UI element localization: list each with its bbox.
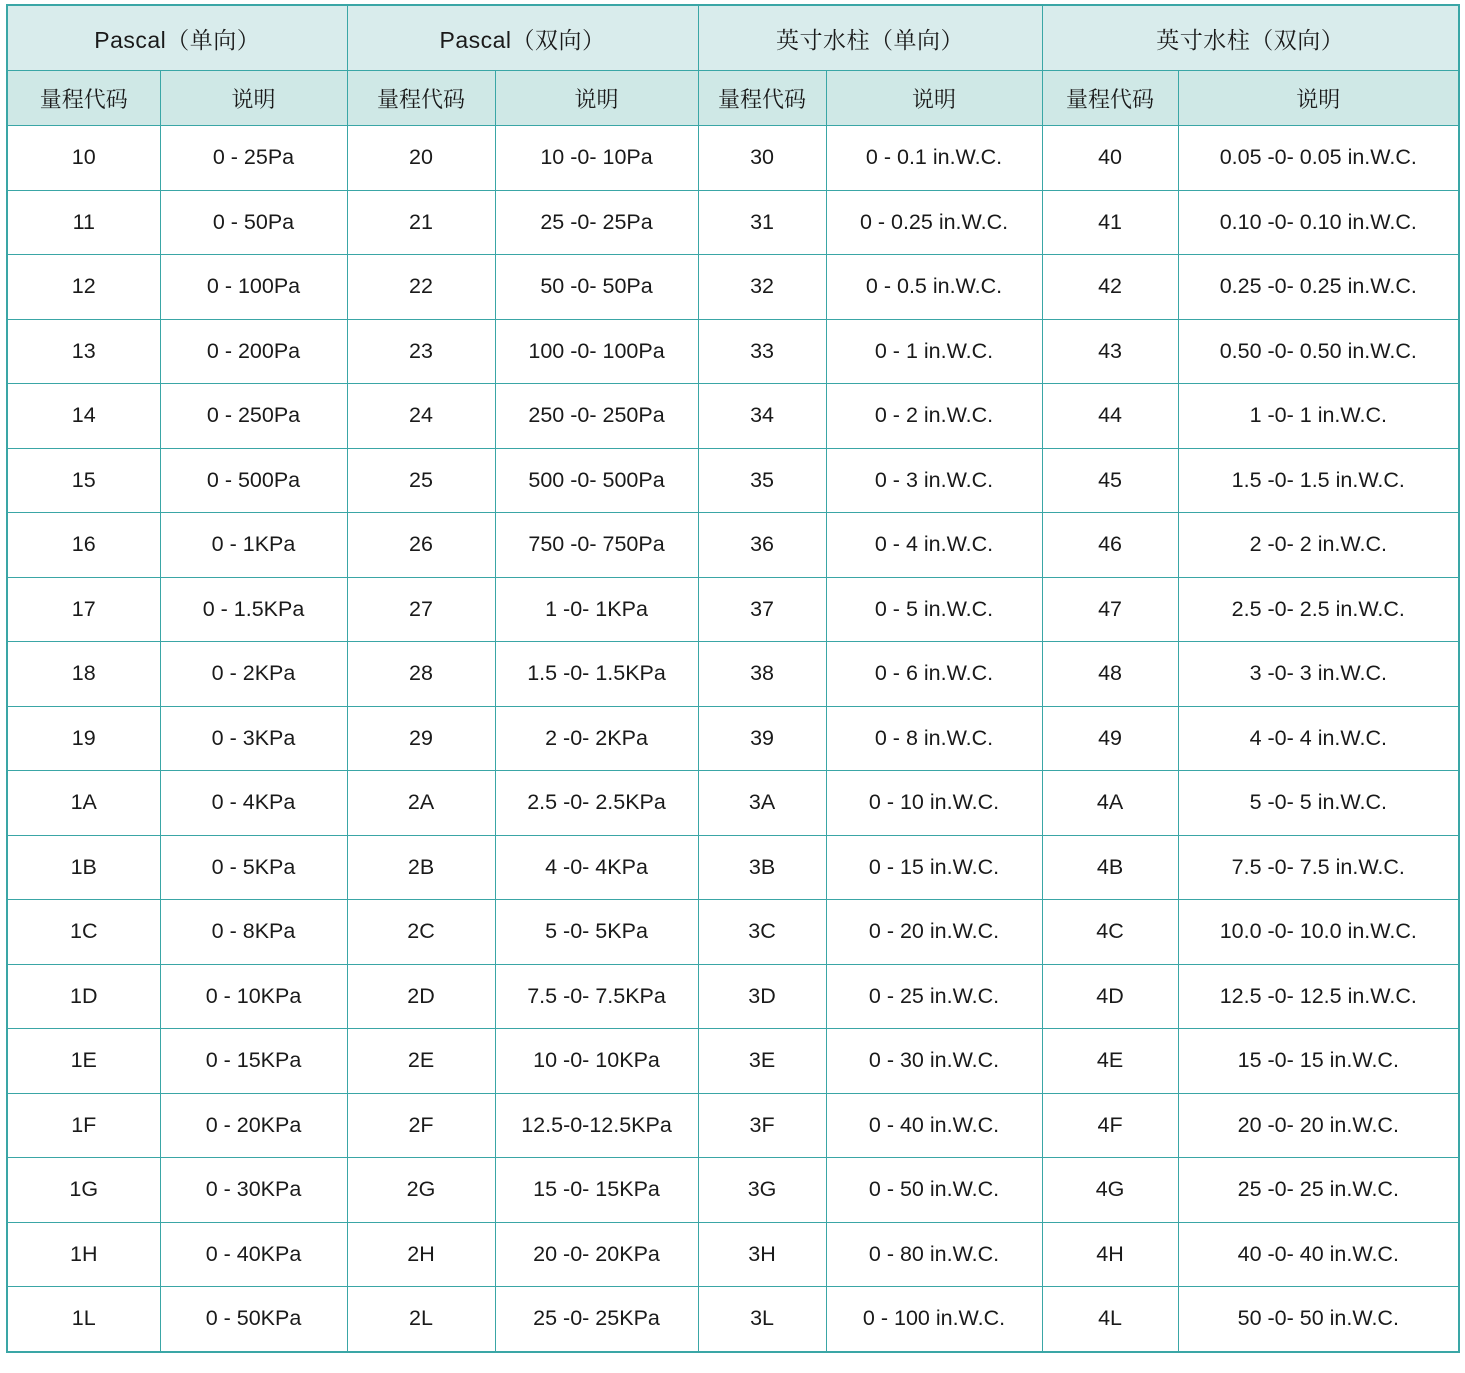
range-code-cell: 3E [698, 1029, 826, 1094]
range-code-cell: 3G [698, 1158, 826, 1223]
table-row [7, 190, 1459, 255]
sub-header-desc-3: 说明 [826, 71, 1042, 126]
range-desc-cell: 0 - 0.5 in.W.C. [826, 255, 1042, 320]
range-code-cell: 1E [7, 1029, 160, 1094]
range-desc-cell: 5 -0- 5 in.W.C. [1178, 771, 1459, 836]
range-desc-cell: 3 -0- 3 in.W.C. [1178, 642, 1459, 707]
range-code-cell: 36 [698, 513, 826, 578]
group-header-pascal-uni: Pascal（单向） [7, 5, 347, 71]
range-code-cell: 15 [7, 448, 160, 513]
range-desc-cell: 0 - 30 in.W.C. [826, 1029, 1042, 1094]
range-desc-cell: 0 - 8 in.W.C. [826, 706, 1042, 771]
range-code-cell: 2H [347, 1222, 495, 1287]
range-code-cell: 32 [698, 255, 826, 320]
range-code-cell: 37 [698, 577, 826, 642]
range-code-cell: 1A [7, 771, 160, 836]
range-desc-cell: 0 - 5KPa [160, 835, 347, 900]
range-code-cell: 10 [7, 126, 160, 191]
range-code-cell: 3A [698, 771, 826, 836]
range-code-cell: 13 [7, 319, 160, 384]
range-desc-cell: 0 - 1KPa [160, 513, 347, 578]
range-desc-cell: 0 - 40KPa [160, 1222, 347, 1287]
range-code-cell: 17 [7, 577, 160, 642]
range-desc-cell: 20 -0- 20KPa [495, 1222, 698, 1287]
range-desc-cell: 50 -0- 50Pa [495, 255, 698, 320]
range-code-cell: 3C [698, 900, 826, 965]
range-code-cell: 21 [347, 190, 495, 255]
range-desc-cell: 2.5 -0- 2.5KPa [495, 771, 698, 836]
table-row [7, 771, 1459, 836]
range-code-cell: 12 [7, 255, 160, 320]
range-code-cell: 19 [7, 706, 160, 771]
range-code-cell: 2A [347, 771, 495, 836]
range-code-cell: 2L [347, 1287, 495, 1352]
range-desc-cell: 0 - 0.1 in.W.C. [826, 126, 1042, 191]
table-row [7, 964, 1459, 1029]
range-desc-cell: 25 -0- 25Pa [495, 190, 698, 255]
range-desc-cell: 0 - 40 in.W.C. [826, 1093, 1042, 1158]
range-desc-cell: 0 - 0.25 in.W.C. [826, 190, 1042, 255]
range-code-cell: 1C [7, 900, 160, 965]
range-code-cell: 4A [1042, 771, 1178, 836]
table-row [7, 1029, 1459, 1094]
range-desc-cell: 0.05 -0- 0.05 in.W.C. [1178, 126, 1459, 191]
range-desc-cell: 0 - 25 in.W.C. [826, 964, 1042, 1029]
range-code-cell: 4C [1042, 900, 1178, 965]
table-header [7, 5, 1459, 126]
range-code-cell: 3D [698, 964, 826, 1029]
range-desc-cell: 2 -0- 2 in.W.C. [1178, 513, 1459, 578]
table-row [7, 319, 1459, 384]
range-desc-cell: 0 - 2KPa [160, 642, 347, 707]
range-desc-cell: 15 -0- 15KPa [495, 1158, 698, 1223]
range-code-cell: 3F [698, 1093, 826, 1158]
range-code-cell: 25 [347, 448, 495, 513]
range-desc-cell: 0 - 4 in.W.C. [826, 513, 1042, 578]
range-code-cell: 39 [698, 706, 826, 771]
range-desc-cell: 7.5 -0- 7.5 in.W.C. [1178, 835, 1459, 900]
range-code-cell: 49 [1042, 706, 1178, 771]
range-code-cell: 4F [1042, 1093, 1178, 1158]
range-code-cell: 16 [7, 513, 160, 578]
range-desc-cell: 25 -0- 25KPa [495, 1287, 698, 1352]
sub-header-code-4: 量程代码 [1042, 71, 1178, 126]
range-desc-cell: 40 -0- 40 in.W.C. [1178, 1222, 1459, 1287]
range-code-cell: 4E [1042, 1029, 1178, 1094]
range-code-cell: 45 [1042, 448, 1178, 513]
range-desc-cell: 2.5 -0- 2.5 in.W.C. [1178, 577, 1459, 642]
table-row [7, 1093, 1459, 1158]
range-code-cell: 30 [698, 126, 826, 191]
range-desc-cell: 0 - 15 in.W.C. [826, 835, 1042, 900]
group-header-row [7, 5, 1459, 71]
range-code-cell: 2D [347, 964, 495, 1029]
range-desc-cell: 0 - 50KPa [160, 1287, 347, 1352]
range-desc-cell: 5 -0- 5KPa [495, 900, 698, 965]
range-desc-cell: 0 - 6 in.W.C. [826, 642, 1042, 707]
range-code-cell: 48 [1042, 642, 1178, 707]
range-desc-cell: 100 -0- 100Pa [495, 319, 698, 384]
table-row [7, 384, 1459, 449]
range-code-cell: 1L [7, 1287, 160, 1352]
range-desc-cell: 50 -0- 50 in.W.C. [1178, 1287, 1459, 1352]
range-desc-cell: 1 -0- 1KPa [495, 577, 698, 642]
range-desc-cell: 0 - 30KPa [160, 1158, 347, 1223]
table-row [7, 126, 1459, 191]
range-desc-cell: 0 - 200Pa [160, 319, 347, 384]
range-desc-cell: 0 - 15KPa [160, 1029, 347, 1094]
range-code-cell: 4L [1042, 1287, 1178, 1352]
range-code-cell: 23 [347, 319, 495, 384]
range-desc-cell: 0 - 3 in.W.C. [826, 448, 1042, 513]
table-row [7, 706, 1459, 771]
range-code-cell: 24 [347, 384, 495, 449]
range-desc-cell: 12.5-0-12.5KPa [495, 1093, 698, 1158]
range-desc-cell: 0 - 4KPa [160, 771, 347, 836]
table-row [7, 835, 1459, 900]
range-code-cell: 31 [698, 190, 826, 255]
range-code-cell: 3L [698, 1287, 826, 1352]
range-desc-cell: 0 - 8KPa [160, 900, 347, 965]
range-code-cell: 47 [1042, 577, 1178, 642]
range-desc-cell: 0 - 1.5KPa [160, 577, 347, 642]
range-desc-cell: 7.5 -0- 7.5KPa [495, 964, 698, 1029]
table-row [7, 1222, 1459, 1287]
range-desc-cell: 0 - 20KPa [160, 1093, 347, 1158]
range-code-cell: 2G [347, 1158, 495, 1223]
range-desc-cell: 20 -0- 20 in.W.C. [1178, 1093, 1459, 1158]
range-code-cell: 2C [347, 900, 495, 965]
range-code-cell: 22 [347, 255, 495, 320]
range-desc-cell: 0 - 50 in.W.C. [826, 1158, 1042, 1223]
table-row [7, 448, 1459, 513]
range-desc-cell: 0 - 2 in.W.C. [826, 384, 1042, 449]
group-header-pascal-bi: Pascal（双向） [347, 5, 698, 71]
sub-header-code-1: 量程代码 [7, 71, 160, 126]
range-code-cell: 1B [7, 835, 160, 900]
range-desc-cell: 0 - 100Pa [160, 255, 347, 320]
range-code-cell: 1H [7, 1222, 160, 1287]
table-row [7, 1158, 1459, 1223]
group-header-inwc-bi: 英寸水柱（双向） [1042, 5, 1459, 71]
range-code-cell: 35 [698, 448, 826, 513]
range-code-cell: 43 [1042, 319, 1178, 384]
table-row [7, 577, 1459, 642]
table-row [7, 255, 1459, 320]
table-row [7, 642, 1459, 707]
range-code-cell: 27 [347, 577, 495, 642]
table-row [7, 513, 1459, 578]
range-desc-cell: 0 - 3KPa [160, 706, 347, 771]
range-code-cell: 2F [347, 1093, 495, 1158]
range-code-cell: 1F [7, 1093, 160, 1158]
group-header-inwc-uni: 英寸水柱（单向） [698, 5, 1042, 71]
range-desc-cell: 0 - 10 in.W.C. [826, 771, 1042, 836]
range-code-cell: 26 [347, 513, 495, 578]
sub-header-code-2: 量程代码 [347, 71, 495, 126]
range-desc-cell: 0.50 -0- 0.50 in.W.C. [1178, 319, 1459, 384]
range-desc-cell: 250 -0- 250Pa [495, 384, 698, 449]
range-desc-cell: 10 -0- 10Pa [495, 126, 698, 191]
range-code-cell: 44 [1042, 384, 1178, 449]
range-code-cell: 18 [7, 642, 160, 707]
range-desc-cell: 10.0 -0- 10.0 in.W.C. [1178, 900, 1459, 965]
range-code-cell: 1G [7, 1158, 160, 1223]
range-code-cell: 4H [1042, 1222, 1178, 1287]
range-desc-cell: 0 - 80 in.W.C. [826, 1222, 1042, 1287]
range-code-cell: 4G [1042, 1158, 1178, 1223]
range-desc-cell: 500 -0- 500Pa [495, 448, 698, 513]
range-code-cell: 41 [1042, 190, 1178, 255]
range-desc-cell: 15 -0- 15 in.W.C. [1178, 1029, 1459, 1094]
range-code-cell: 42 [1042, 255, 1178, 320]
range-desc-cell: 12.5 -0- 12.5 in.W.C. [1178, 964, 1459, 1029]
range-desc-cell: 0 - 500Pa [160, 448, 347, 513]
range-desc-cell: 1.5 -0- 1.5KPa [495, 642, 698, 707]
range-code-cell: 3H [698, 1222, 826, 1287]
sub-header-desc-2: 说明 [495, 71, 698, 126]
range-desc-cell: 25 -0- 25 in.W.C. [1178, 1158, 1459, 1223]
range-desc-cell: 0 - 5 in.W.C. [826, 577, 1042, 642]
range-code-cell: 14 [7, 384, 160, 449]
sub-header-desc-1: 说明 [160, 71, 347, 126]
table-row [7, 900, 1459, 965]
range-code-cell: 2E [347, 1029, 495, 1094]
range-code-cell: 38 [698, 642, 826, 707]
range-code-cell: 34 [698, 384, 826, 449]
table-body [7, 126, 1459, 1352]
range-code-cell: 3B [698, 835, 826, 900]
sub-header-desc-4: 说明 [1178, 71, 1459, 126]
range-desc-cell: 0.10 -0- 0.10 in.W.C. [1178, 190, 1459, 255]
sub-header-code-3: 量程代码 [698, 71, 826, 126]
range-desc-cell: 0 - 50Pa [160, 190, 347, 255]
range-desc-cell: 750 -0- 750Pa [495, 513, 698, 578]
range-desc-cell: 0 - 10KPa [160, 964, 347, 1029]
sub-header-row [7, 71, 1459, 126]
range-code-cell: 28 [347, 642, 495, 707]
range-desc-cell: 0.25 -0- 0.25 in.W.C. [1178, 255, 1459, 320]
range-code-cell: 46 [1042, 513, 1178, 578]
range-desc-cell: 10 -0- 10KPa [495, 1029, 698, 1094]
range-code-cell: 40 [1042, 126, 1178, 191]
range-code-cell: 20 [347, 126, 495, 191]
range-code-cell: 29 [347, 706, 495, 771]
range-desc-cell: 4 -0- 4KPa [495, 835, 698, 900]
range-desc-cell: 0 - 25Pa [160, 126, 347, 191]
range-desc-cell: 1 -0- 1 in.W.C. [1178, 384, 1459, 449]
range-code-cell: 1D [7, 964, 160, 1029]
range-desc-cell: 0 - 100 in.W.C. [826, 1287, 1042, 1352]
table-row [7, 1287, 1459, 1352]
range-code-table [6, 4, 1460, 1353]
range-code-cell: 11 [7, 190, 160, 255]
range-code-cell: 4B [1042, 835, 1178, 900]
range-code-cell: 33 [698, 319, 826, 384]
range-desc-cell: 2 -0- 2KPa [495, 706, 698, 771]
range-desc-cell: 0 - 250Pa [160, 384, 347, 449]
range-desc-cell: 4 -0- 4 in.W.C. [1178, 706, 1459, 771]
range-desc-cell: 0 - 1 in.W.C. [826, 319, 1042, 384]
range-desc-cell: 1.5 -0- 1.5 in.W.C. [1178, 448, 1459, 513]
range-desc-cell: 0 - 20 in.W.C. [826, 900, 1042, 965]
range-code-cell: 2B [347, 835, 495, 900]
range-code-cell: 4D [1042, 964, 1178, 1029]
